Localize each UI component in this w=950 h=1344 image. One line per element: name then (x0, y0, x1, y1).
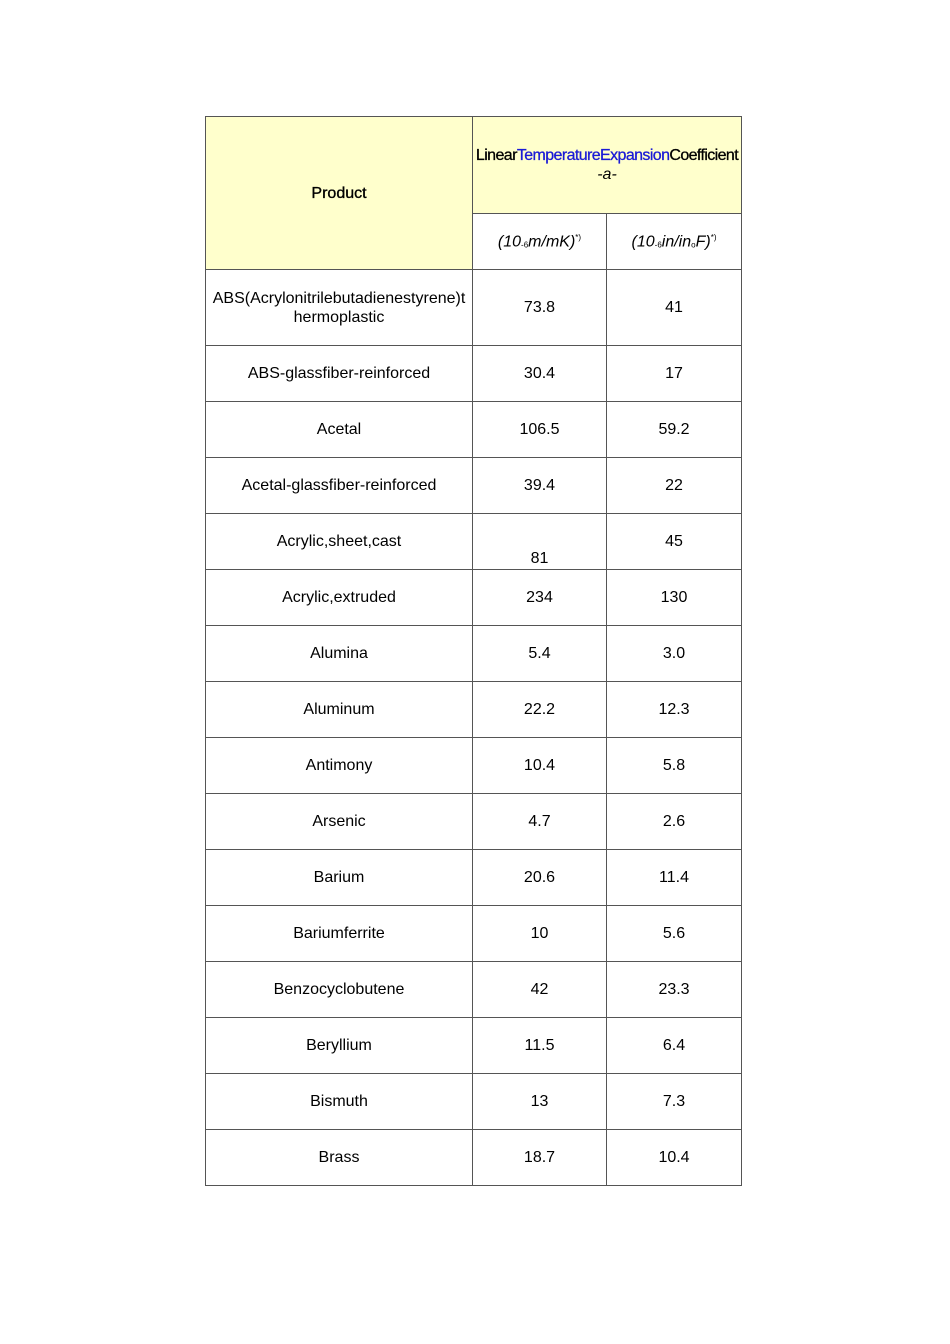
unit-metric-exponent: -6 (521, 240, 529, 250)
product-cell: Acetal-glassfiber-reinforced (206, 458, 473, 514)
metric-cell: 5.4 (473, 626, 607, 682)
product-cell: Arsenic (206, 794, 473, 850)
table-row (206, 270, 742, 346)
expansion-coefficient-table (205, 116, 742, 1186)
table-row (206, 458, 742, 514)
unit-imperial-footnote: *) (710, 233, 717, 243)
product-cell: ABS-glassfiber-reinforced (206, 346, 473, 402)
imperial-cell: 12.3 (607, 682, 742, 738)
product-cell: Bariumferrite (206, 906, 473, 962)
metric-cell: 42 (473, 962, 607, 1018)
product-cell: Benzocyclobutene (206, 962, 473, 1018)
metric-cell: 18.7 (473, 1130, 607, 1186)
table-row (206, 1018, 742, 1074)
title-word-coefficient: Coefficient (669, 147, 739, 164)
metric-cell: 73.8 (473, 270, 607, 346)
unit-imperial-degree: o (691, 240, 696, 250)
imperial-cell: 2.6 (607, 794, 742, 850)
table-row (206, 794, 742, 850)
title-word-expansion: Expansion (600, 147, 670, 164)
table-row (206, 738, 742, 794)
imperial-cell: 41 (607, 270, 742, 346)
imperial-cell: 23.3 (607, 962, 742, 1018)
metric-cell: 106.5 (473, 402, 607, 458)
metric-cell: 10.4 (473, 738, 607, 794)
unit-imperial-exponent: -6 (654, 240, 662, 250)
imperial-cell: 59.2 (607, 402, 742, 458)
unit-imperial-base: (10 (631, 233, 655, 251)
product-cell: Brass (206, 1130, 473, 1186)
table-row (206, 682, 742, 738)
header-unit-metric (473, 214, 607, 270)
product-cell: Beryllium (206, 1018, 473, 1074)
title-word-linear: Linear (475, 147, 517, 164)
imperial-cell: 17 (607, 346, 742, 402)
unit-metric-base: (10 (497, 233, 522, 251)
imperial-cell: 5.6 (607, 906, 742, 962)
product-cell: Bismuth (206, 1074, 473, 1130)
imperial-cell: 11.4 (607, 850, 742, 906)
imperial-cell: 7.3 (607, 1074, 742, 1130)
metric-cell: 39.4 (473, 458, 607, 514)
metric-cell: 4.7 (473, 794, 607, 850)
table-row (206, 1074, 742, 1130)
imperial-cell: 6.4 (607, 1018, 742, 1074)
imperial-cell: 130 (607, 570, 742, 626)
metric-cell: 11.5 (473, 1018, 607, 1074)
table-row (206, 346, 742, 402)
imperial-cell: 5.8 (607, 738, 742, 794)
unit-imperial-middle: in/in (661, 233, 692, 251)
metric-value: 81 (530, 550, 549, 567)
header-coefficient-title (473, 117, 742, 214)
metric-cell: 13 (473, 1074, 607, 1130)
metric-cell: 20.6 (473, 850, 607, 906)
product-cell: Alumina (206, 626, 473, 682)
product-cell: Acrylic,extruded (206, 570, 473, 626)
metric-cell: 10 (473, 906, 607, 962)
unit-metric-footnote: *) (575, 233, 582, 243)
table-row (206, 514, 742, 570)
header-product: Product (206, 117, 473, 270)
table-row (206, 906, 742, 962)
metric-cell: 22.2 (473, 682, 607, 738)
product-cell: Acrylic,sheet,cast (206, 514, 473, 570)
table-row (206, 850, 742, 906)
header-unit-imperial (607, 214, 742, 270)
metric-cell: 234 (473, 570, 607, 626)
expansion-coefficient-table-container (205, 116, 741, 1186)
unit-metric-suffix: m/mK) (528, 233, 576, 251)
imperial-cell: 10.4 (607, 1130, 742, 1186)
table-row (206, 1130, 742, 1186)
table-row (206, 626, 742, 682)
metric-cell: 30.4 (473, 346, 607, 402)
imperial-cell: 3.0 (607, 626, 742, 682)
table-row (206, 402, 742, 458)
product-cell: Barium (206, 850, 473, 906)
table-row (206, 962, 742, 1018)
header-alpha-symbol: -a- (597, 166, 617, 183)
imperial-cell: 22 (607, 458, 742, 514)
unit-imperial-suffix: F) (695, 233, 711, 251)
product-cell: Aluminum (206, 682, 473, 738)
imperial-cell: 45 (607, 514, 742, 570)
product-cell: Antimony (206, 738, 473, 794)
product-cell: Acetal (206, 402, 473, 458)
product-cell: ABS(Acrylonitrilebutadienestyrene)thermoplastic (206, 270, 473, 346)
table-row (206, 570, 742, 626)
metric-cell (473, 514, 607, 570)
title-word-temperature: Temperature (516, 147, 601, 164)
